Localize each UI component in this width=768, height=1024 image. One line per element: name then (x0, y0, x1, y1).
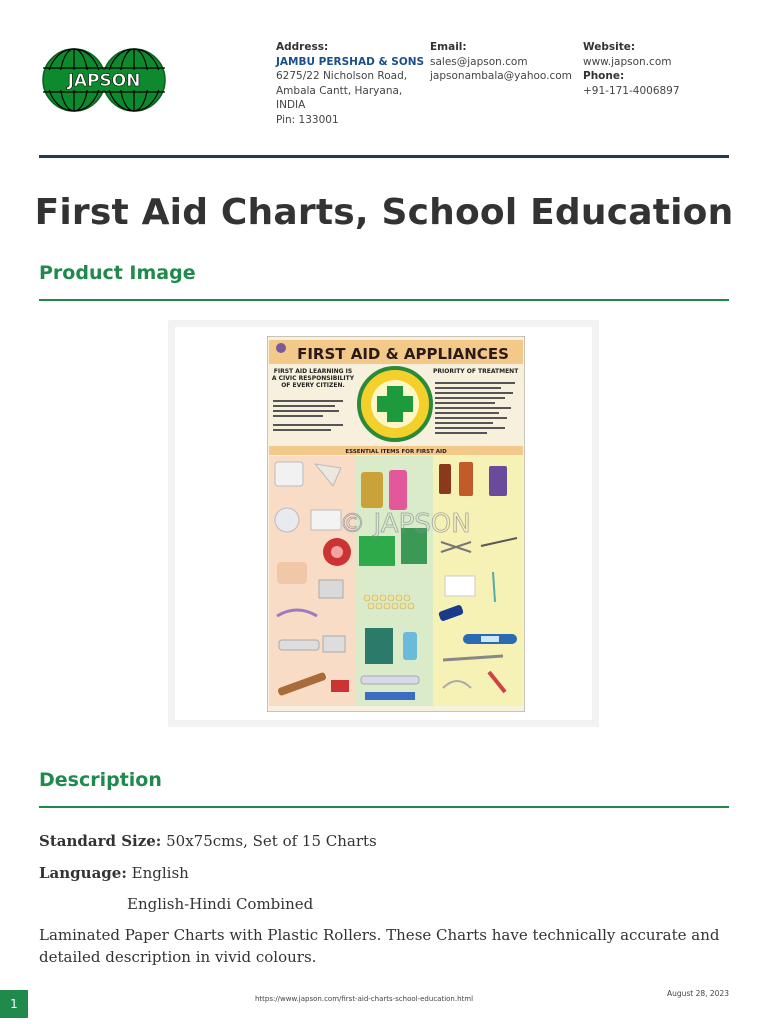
address-line: INDIA (276, 99, 306, 111)
website-link[interactable]: www.japson.com (583, 55, 672, 68)
poster-title: FIRST AID & APPLIANCES (297, 345, 509, 363)
poster-right-heading: PRIORITY OF TREATMENT (433, 368, 519, 375)
poster-watermark: © JAPSON (339, 509, 471, 539)
product-image-container (175, 327, 592, 720)
language-label: Language: (39, 864, 127, 882)
email-block (430, 40, 580, 84)
address-line: Ambala Cantt, Haryana, (276, 84, 403, 97)
email-label: Email: (430, 41, 467, 53)
first-aid-cross-icon (359, 368, 431, 440)
language-value: English (131, 864, 189, 882)
footer-url[interactable]: https://www.japson.com/first-aid-charts-school-education.html (254, 995, 474, 1003)
poster-band-label: ESSENTIAL ITEMS FOR FIRST AID (345, 449, 447, 455)
phone-label: Phone: (583, 70, 625, 82)
language-value-2: English-Hindi Combined (127, 895, 314, 913)
section-heading-product-image: Product Image (39, 262, 196, 284)
email-link[interactable]: sales@japson.com (430, 55, 528, 68)
website-block (583, 40, 733, 98)
address-label: Address: (276, 41, 329, 53)
email-link[interactable]: japsonambala@yahoo.com (430, 70, 572, 82)
section-heading-description: Description (39, 769, 162, 791)
language-line (39, 862, 729, 884)
phone-number[interactable]: +91-171-4006897 (583, 84, 680, 97)
japson-logo[interactable] (39, 48, 169, 112)
section-divider (39, 806, 729, 808)
logo-text: JAPSON (67, 71, 141, 91)
address-pin: Pin: 133001 (276, 113, 339, 126)
page-title: First Aid Charts, School Education (34, 192, 734, 233)
company-name: JAMBU PERSHAD & SONS (276, 55, 425, 68)
section-divider (39, 299, 729, 301)
standard-size-value: 50x75cms, Set of 15 Charts (166, 832, 377, 850)
page-header (39, 40, 729, 156)
website-label: Website: (583, 41, 636, 53)
address-line: 6275/22 Nicholson Road, (276, 70, 408, 82)
description-paragraph: Laminated Paper Charts with Plastic Rollers. These Charts have technically accurate and detailed description in vivid colours. (39, 926, 720, 966)
page-number-badge: 1 (0, 990, 28, 1018)
publisher-badge-icon (276, 343, 286, 353)
header-divider (39, 155, 729, 158)
product-image[interactable] (267, 336, 525, 712)
product-image-frame (168, 320, 599, 727)
poster-left-heading: FIRST AID LEARNING IS A CIVIC RESPONSIBILITY OF EVERY CITIZEN. (271, 368, 355, 389)
standard-size-label: Standard Size: (39, 832, 162, 850)
footer-date: August 28, 2023 (666, 989, 729, 998)
standard-size-line (39, 830, 729, 852)
address-block (276, 40, 426, 127)
